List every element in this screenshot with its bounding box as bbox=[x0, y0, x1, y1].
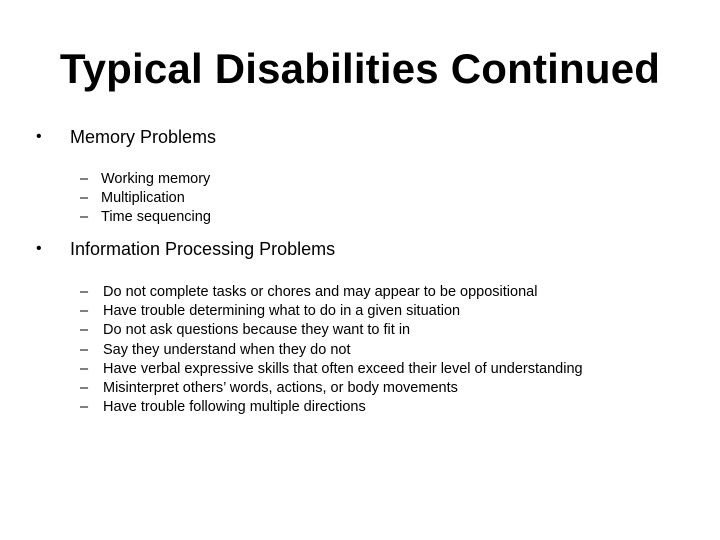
slide-title: Typical Disabilities Continued bbox=[59, 45, 661, 92]
list-item-text: Do not ask questions because they want to fit in bbox=[103, 322, 411, 339]
dash-icon: – bbox=[80, 360, 89, 377]
bullet-icon: • bbox=[36, 128, 42, 145]
dash-icon: – bbox=[80, 303, 89, 320]
list-item-text: Time sequencing bbox=[101, 209, 211, 226]
list-item-text: Have verbal expressive skills that often exceed their level of understanding bbox=[103, 360, 583, 377]
dash-icon: – bbox=[80, 190, 89, 207]
dash-icon: – bbox=[80, 171, 89, 187]
bullet-icon: • bbox=[36, 240, 42, 257]
dash-icon: – bbox=[80, 209, 89, 226]
dash-icon: – bbox=[80, 399, 89, 416]
dash-icon: – bbox=[80, 284, 89, 300]
list-item-text: Do not complete tasks or chores and may appear to be oppositional bbox=[103, 284, 538, 300]
dash-icon: – bbox=[80, 341, 89, 358]
dash-icon: – bbox=[80, 379, 89, 396]
list-item-text: Misinterpret others’ words, actions, or body movements bbox=[103, 379, 458, 396]
list-item-text: Say they understand when they do not bbox=[103, 341, 351, 358]
dash-icon: – bbox=[80, 322, 89, 339]
list-item-text: Have trouble following multiple directions bbox=[103, 399, 366, 416]
list-item-text: Have trouble determining what to do in a given situation bbox=[103, 303, 461, 320]
list-item-text: Multiplication bbox=[101, 190, 185, 207]
list-item-text: Working memory bbox=[101, 171, 211, 187]
bullet-label: Memory Problems bbox=[70, 127, 217, 147]
bullet-label: Information Processing Problems bbox=[70, 239, 336, 259]
